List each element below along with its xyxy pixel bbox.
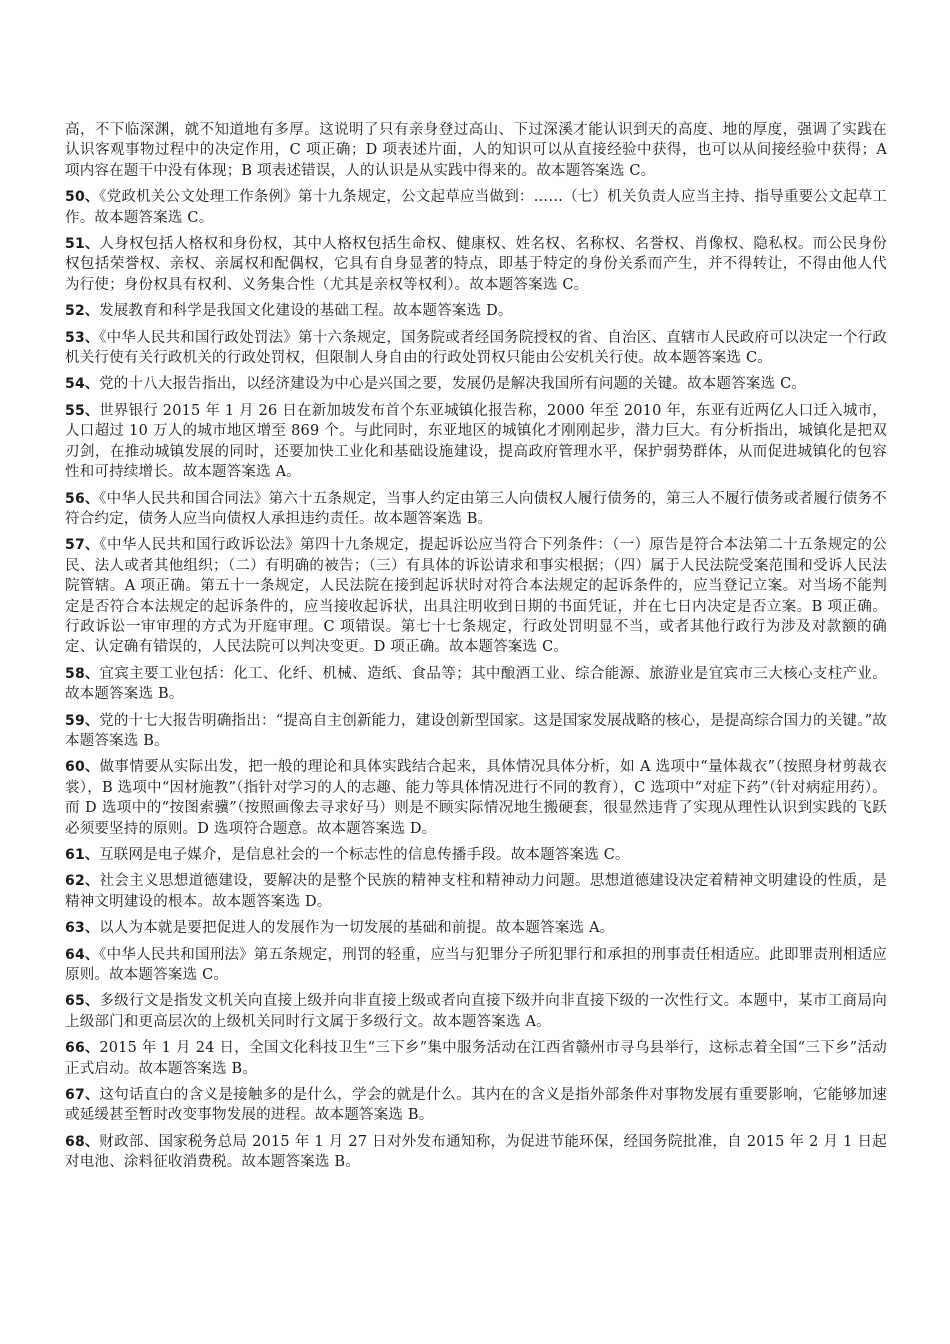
item-number: 56、 (65, 490, 100, 507)
item-number: 60、 (65, 759, 100, 776)
paragraph-text: 多级行文是指发文机关向直接上级并向非直接上级或者向直接下级并向非直接下级的一次性行文。本题中，某市工商局向上级部门和更高层次的上级机关同时行文属于多级行文。故本题答案选 A。 (65, 993, 887, 1030)
item-number: 66、 (65, 1040, 100, 1057)
paragraph-text: 发展教育和科学是我国文化建设的基础工程。故本题答案选 D。 (99, 303, 513, 320)
paragraph-text: 高，不下临深渊，就不知道地有多厚。这说明了只有亲身登过高山、下过深溪才能认识到天的高度、地的厚度，强调了实践在认识客观事物过程中的决定作用，C 项正确；D 项表述片面，人的知识可以从直接经验中获得，也可以从间接经验中获得；A 项内容在题干中没有体现；B 项表述错误，人的认识是从实践中得来的。故本题答案选 C。 (65, 122, 887, 179)
paragraph-60 (65, 757, 887, 839)
item-number: 67、 (65, 1087, 100, 1104)
item-number: 68、 (65, 1133, 100, 1150)
paragraph-55 (65, 401, 887, 483)
item-number: 63、 (65, 920, 100, 937)
paragraph-57 (65, 535, 887, 657)
item-number: 55、 (65, 402, 100, 419)
paragraph-text: 这句话直白的含义是接触多的是什么，学会的就是什么。其内在的含义是指外部条件对事物发展有重要影响，它能够加速或延缓甚至暂时改变事物发展的进程。故本题答案选 B。 (65, 1087, 887, 1124)
paragraph-text: 《中华人民共和国行政诉讼法》第四十九条规定，提起诉讼应当符合下列条件：（一）原告是符合本法第二十五条规定的公民、法人或者其他组织；（二）有明确的被告；（三）有具体的诉讼请求和事实根据；（四）属于人民法院受案范围和受诉人民法院管辖。A 项正确。第五十一条规定，人民法院在接到起诉状时对符合本法规定的起诉条件的，应当登记立案。对当场不能判定是否符合本法规定的起诉条件的，应当接收起诉状，出具注明收到日期的书面凭证，并在七日内决定是否立案。B 项正确。行政诉讼一审审理的方式为开庭审理。C 项错误。第七十七条规定，行政处罚明显不当，或者其他行政行为涉及对款额的确定、认定确有错误的，人民法院可以判决变更。D 项正确。故本题答案选 C。 (65, 537, 887, 656)
paragraph-text: 党的十八大报告指出，以经济建设为中心是兴国之要，发展仍是解决我国所有问题的关键。故本题答案选 C。 (99, 376, 807, 393)
paragraph-text: 世界银行 2015 年 1 月 26 日在新加坡发布首个东亚城镇化报告称，2000 年至 2010 年，东亚有近两亿人口迁入城市，人口超过 10 万人的城市地区增至 869 个。与此同时，东亚地区的城镇化才刚刚起步，潜力巨大。有分析指出，城镇化是把双刃剑，在推动城镇发展的同时，还要加快工业化和基础设施建设，提高政府管理水平，保护弱势群体，从而促进城镇化的包容性和可持续增长。故本题答案选 A。 (65, 402, 887, 481)
paragraph-52 (65, 301, 887, 321)
paragraph-66 (65, 1038, 887, 1079)
item-number: 64、 (65, 946, 100, 963)
item-number: 57、 (65, 537, 100, 554)
item-number: 65、 (65, 993, 100, 1010)
paragraph-59 (65, 711, 887, 752)
paragraph-63 (65, 918, 887, 938)
paragraph-62 (65, 871, 887, 912)
document-body (65, 120, 887, 1179)
paragraph-51 (65, 234, 887, 295)
paragraph-text: 社会主义思想道德建设，要解决的是整个民族的精神支柱和精神动力问题。思想道德建设决定着精神文明建设的性质，是精神文明建设的根本。故本题答案选 D。 (65, 873, 887, 910)
paragraph-56 (65, 489, 887, 530)
paragraph-text: 《中华人民共和国刑法》第五条规定，刑罚的轻重，应当与犯罪分子所犯罪行和承担的刑事责任相适应。此即罪责刑相适应原则。故本题答案选 C。 (65, 946, 887, 984)
item-number: 58、 (65, 665, 100, 682)
paragraph-text: 财政部、国家税务总局 2015 年 1 月 27 日对外发布通知称，为促进节能环保，经国务院批准，自 2015 年 2 月 1 日起对电池、涂料征收消费税。故本题答案选 B。 (65, 1133, 888, 1171)
paragraph-67 (65, 1085, 887, 1126)
item-number: 62、 (65, 873, 100, 890)
paragraph-text: 人身权包括人格权和身份权，其中人格权包括生命权、健康权、姓名权、名称权、名誉权、肖像权、隐私权。而公民身份权包括荣誉权、亲权、亲属权和配偶权，它具有自身显著的特点，即基于特定的身份关系而产生，并不得转让，不得由他人代为行使；身份权具有权利、义务集合性（尤其是亲权等权利）。故本题答案选 C。 (65, 236, 887, 293)
paragraph-text: 《中华人民共和国行政处罚法》第十六条规定，国务院或者经国务院授权的省、自治区、直辖市人民政府可以决定一个行政机关行使有关行政机关的行政处罚权，但限制人身自由的行政处罚权只能由公安机关行使。故本题答案选 C。 (65, 329, 887, 367)
item-number: 54、 (65, 376, 100, 393)
item-number: 51、 (65, 236, 100, 253)
paragraph-text: 《党政机关公文处理工作条例》第十九条规定，公文起草应当做到：……（七）机关负责人应当主持、指导重要公文起草工作。故本题答案选 C。 (65, 189, 887, 226)
item-number: 53、 (65, 329, 100, 346)
paragraph-50 (65, 187, 887, 228)
paragraph-54 (65, 374, 887, 394)
paragraph-61 (65, 845, 887, 865)
paragraph-text: 宜宾主要工业包括：化工、化纤、机械、造纸、食品等；其中酿酒工业、综合能源、旅游业是宜宾市三大核心支柱产业。故本题答案选 B。 (65, 665, 887, 703)
paragraph-text: 2015 年 1 月 24 日，全国文化科技卫生“三下乡”集中服务活动在江西省赣州市寻乌县举行，这标志着全国“三下乡”活动正式启动。故本题答案选 B。 (65, 1040, 887, 1077)
paragraph-68 (65, 1132, 887, 1173)
paragraph-text: 党的十七大报告明确指出：“提高自主创新能力，建设创新型国家。这是国家发展战略的核心，是提高综合国力的关键。”故本题答案选 B。 (65, 712, 887, 749)
paragraph-53 (65, 328, 887, 369)
paragraph-65 (65, 991, 887, 1032)
item-number: 61、 (65, 847, 100, 863)
item-number: 50、 (65, 189, 100, 206)
paragraph-text: 以人为本就是要把促进人的发展作为一切发展的基础和前提。故本题答案选 A。 (99, 920, 615, 937)
paragraph-text: 做事情要从实际出发，把一般的理论和具体实践结合起来，具体情况具体分析，如 A 选项中“量体裁衣”（按照身材剪裁衣裳），B 选项中“因材施教”（指针对学习的人的志趣、能力等具体情况进行不同的教育），C 选项中“对症下药”（针对病症用药）。而 D 选项中的“按图索骥”（按照画像去寻求好马）则是不顾实际情况地生搬硬套，很显然违背了实现从理性认识到实践的飞跃必须要坚持的原则。D 选项符合题意。故本题答案选 D。 (65, 759, 887, 837)
paragraph-text: 《中华人民共和国合同法》第六十五条规定，当事人约定由第三人向债权人履行债务的，第三人不履行债务或者履行债务不符合约定，债务人应当向债权人承担违约责任。故本题答案选 B。 (65, 490, 887, 527)
paragraph-continued (65, 120, 887, 181)
paragraph-64 (65, 945, 887, 986)
paragraph-text: 互联网是电子媒介，是信息社会的一个标志性的信息传播手段。故本题答案选 C。 (99, 847, 630, 863)
item-number: 59、 (65, 712, 100, 729)
paragraph-58 (65, 664, 887, 705)
item-number: 52、 (65, 303, 100, 320)
